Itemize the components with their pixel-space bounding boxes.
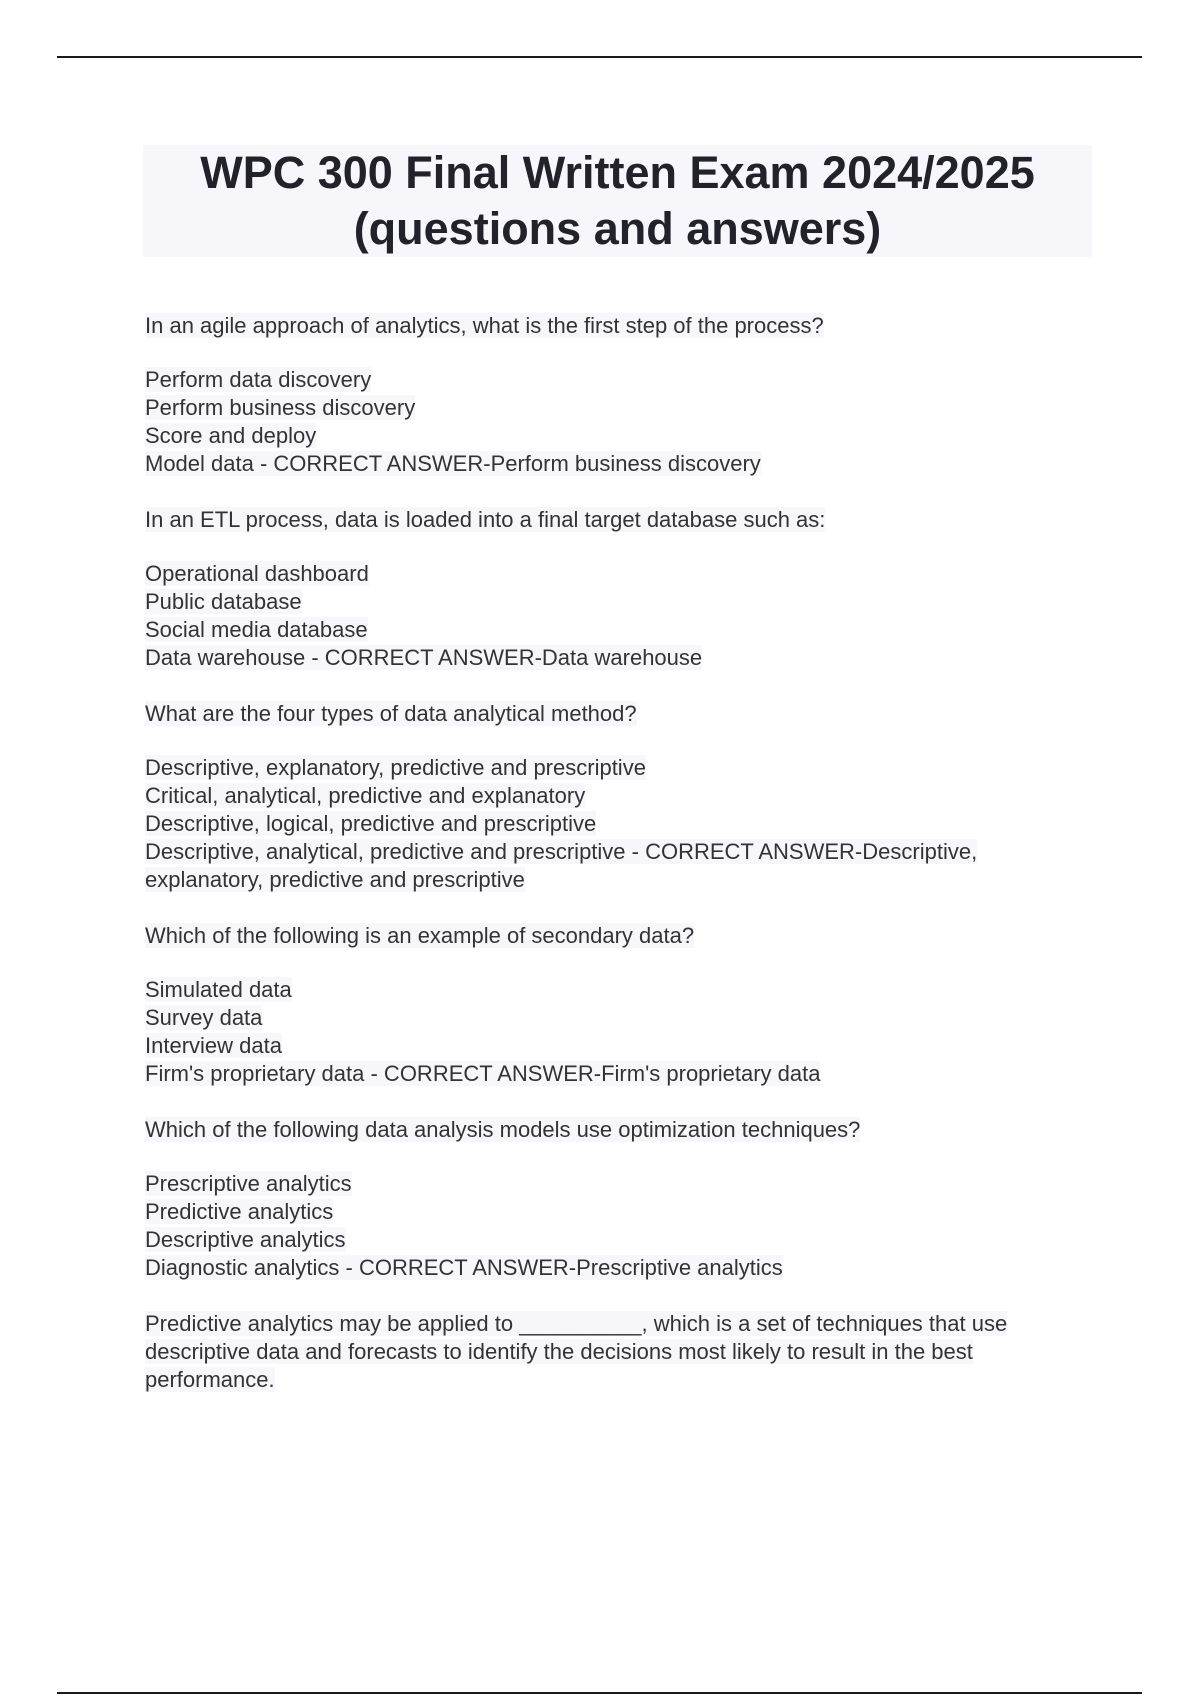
option-with-correct-answer: Firm's proprietary data - CORRECT ANSWER-Firm's proprietary data	[145, 1061, 821, 1086]
answer-option: Public database	[145, 589, 302, 614]
answer-option: Simulated data	[145, 977, 292, 1002]
question-block-3	[145, 700, 1085, 894]
title-line-2: (questions and answers)	[353, 203, 882, 254]
question-block-4	[145, 922, 1085, 1088]
answer-option: Interview data	[145, 1033, 282, 1058]
question-block-2	[145, 506, 1085, 672]
question-text: Which of the following is an example of secondary data?	[145, 923, 695, 948]
answer-option: Perform data discovery	[145, 367, 372, 392]
answer-option: Prescriptive analytics	[145, 1171, 352, 1196]
question-text: Which of the following data analysis models use optimization techniques?	[145, 1117, 861, 1142]
question-block-6	[145, 1310, 1085, 1394]
answer-option: Score and deploy	[145, 423, 317, 448]
question-block-5	[145, 1116, 1085, 1282]
question-text: Predictive analytics may be applied to __________, which is a set of techniques that use descriptive data and forecasts to identify the decisions most likely to result in the best performance.	[145, 1311, 1008, 1392]
answer-option: Critical, analytical, predictive and explanatory	[145, 783, 586, 808]
question-text: In an ETL process, data is loaded into a final target database such as:	[145, 507, 826, 532]
answer-option: Survey data	[145, 1005, 263, 1030]
top-rule	[57, 56, 1142, 58]
title-line-1: WPC 300 Final Written Exam 2024/2025	[200, 147, 1035, 198]
answer-option: Social media database	[145, 617, 368, 642]
option-with-correct-answer: Data warehouse - CORRECT ANSWER-Data warehouse	[145, 645, 703, 670]
answer-option: Descriptive analytics	[145, 1227, 346, 1252]
bottom-rule	[57, 1692, 1142, 1694]
option-with-correct-answer: Diagnostic analytics - CORRECT ANSWER-Prescriptive analytics	[145, 1255, 783, 1280]
question-text: In an agile approach of analytics, what is the first step of the process?	[145, 313, 824, 338]
answer-option: Perform business discovery	[145, 395, 416, 420]
option-with-correct-answer: Model data - CORRECT ANSWER-Perform business discovery	[145, 451, 761, 476]
answer-option: Descriptive, explanatory, predictive and prescriptive	[145, 755, 646, 780]
question-text: What are the four types of data analytical method?	[145, 701, 637, 726]
answer-option: Operational dashboard	[145, 561, 369, 586]
option-with-correct-answer: Descriptive, analytical, predictive and prescriptive - CORRECT ANSWER-Descriptive, explanatory, predictive and prescriptive	[145, 839, 978, 892]
answer-option: Predictive analytics	[145, 1199, 334, 1224]
answer-option: Descriptive, logical, predictive and prescriptive	[145, 811, 597, 836]
questions-list	[145, 312, 1085, 1422]
question-block-1	[145, 312, 1085, 478]
document-title	[143, 145, 1092, 257]
